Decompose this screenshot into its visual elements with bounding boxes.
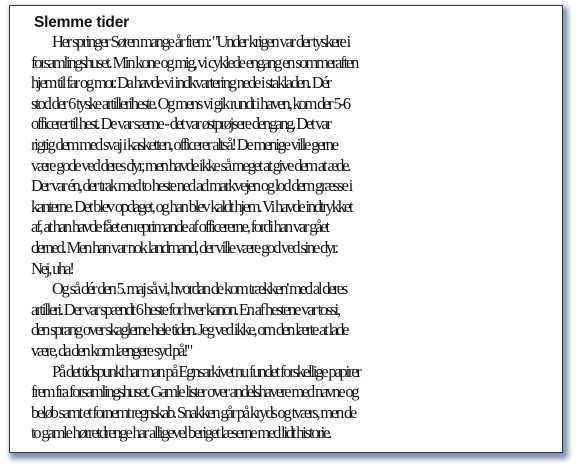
- paragraph-line: hjem til far og mor. Da havde vi indkvartering nede i stakladen. Dér: [31, 73, 330, 93]
- paragraph-line: af, at han havde fået en reprimande af officererne, fordi han var gået: [31, 217, 328, 237]
- paragraph-line: stod der 6 tyske artilleriheste. Og mens vi gik rundt i haven, kom der 5-6: [31, 93, 349, 113]
- article-content: [31, 11, 565, 444]
- paragraph-line: På det tidspunkt har man på Egnsarkivet nu fundet forskellige papirer: [52, 361, 360, 381]
- paragraph-line: forsamlingshuset. Min kone og mig, vi cyklede engang en sommeraften: [31, 52, 358, 72]
- paragraph-line: frem fra forsamlingshuset. Gamle lister over andelshavere med navne og: [31, 382, 358, 402]
- paragraph-line: være, da den kom længere syd på!": [31, 340, 192, 360]
- paragraph-line: kanterne. Det blev opdaget, og han blev kaldt hjem. Vi havde indtrykket: [31, 196, 352, 216]
- paragraph-line: to gamle hørretdrenge har alligevel beriget læserne med lidt historie.: [31, 423, 331, 443]
- paragraph-line: Her springer Søren mange år frem: "Under krigen var der tyskere i: [52, 32, 350, 51]
- paragraph-line: rigtig dem med svaj i kasketten, officerer altså! De menige ville gerne: [31, 134, 337, 154]
- paragraph-3: [31, 362, 565, 444]
- article-frame: [9, 5, 563, 453]
- paragraph-line: artilleri. Der var spændt 6 heste for hver kanon. En af hestene var tossi,: [31, 299, 339, 319]
- paragraph-line: være gode ved deres dyr, men havde ikke så meget at give dem at æde.: [31, 155, 350, 175]
- paragraph-line: Der var én, der trak med to heste ned ad markvejen og lod dem græsse i: [31, 176, 352, 196]
- paragraph-line: Nej, uha!: [31, 258, 73, 278]
- paragraph-line: officerer til hest. De var sæme - det var østprøjsere dengang. Det var: [31, 114, 330, 134]
- paragraph-2: [31, 279, 565, 361]
- paragraph-line: Og så dér den 5. maj så vi, hvordan de kom trækken' med al deres: [52, 279, 347, 299]
- paragraph-line: derned. Men han var nok landmand, der ville være god ved sine dyr.: [31, 237, 337, 257]
- article-title: Slemme tider: [34, 14, 129, 31]
- paragraph-line: den sprang over skaglerne hele tiden. Jeg ved ikke, om den lærte at lade: [31, 320, 348, 340]
- paragraph-1: [31, 32, 565, 279]
- paragraph-line: beløb samt et fornemt regnskab. Snakken går på kryds og tværs, men de: [31, 402, 356, 422]
